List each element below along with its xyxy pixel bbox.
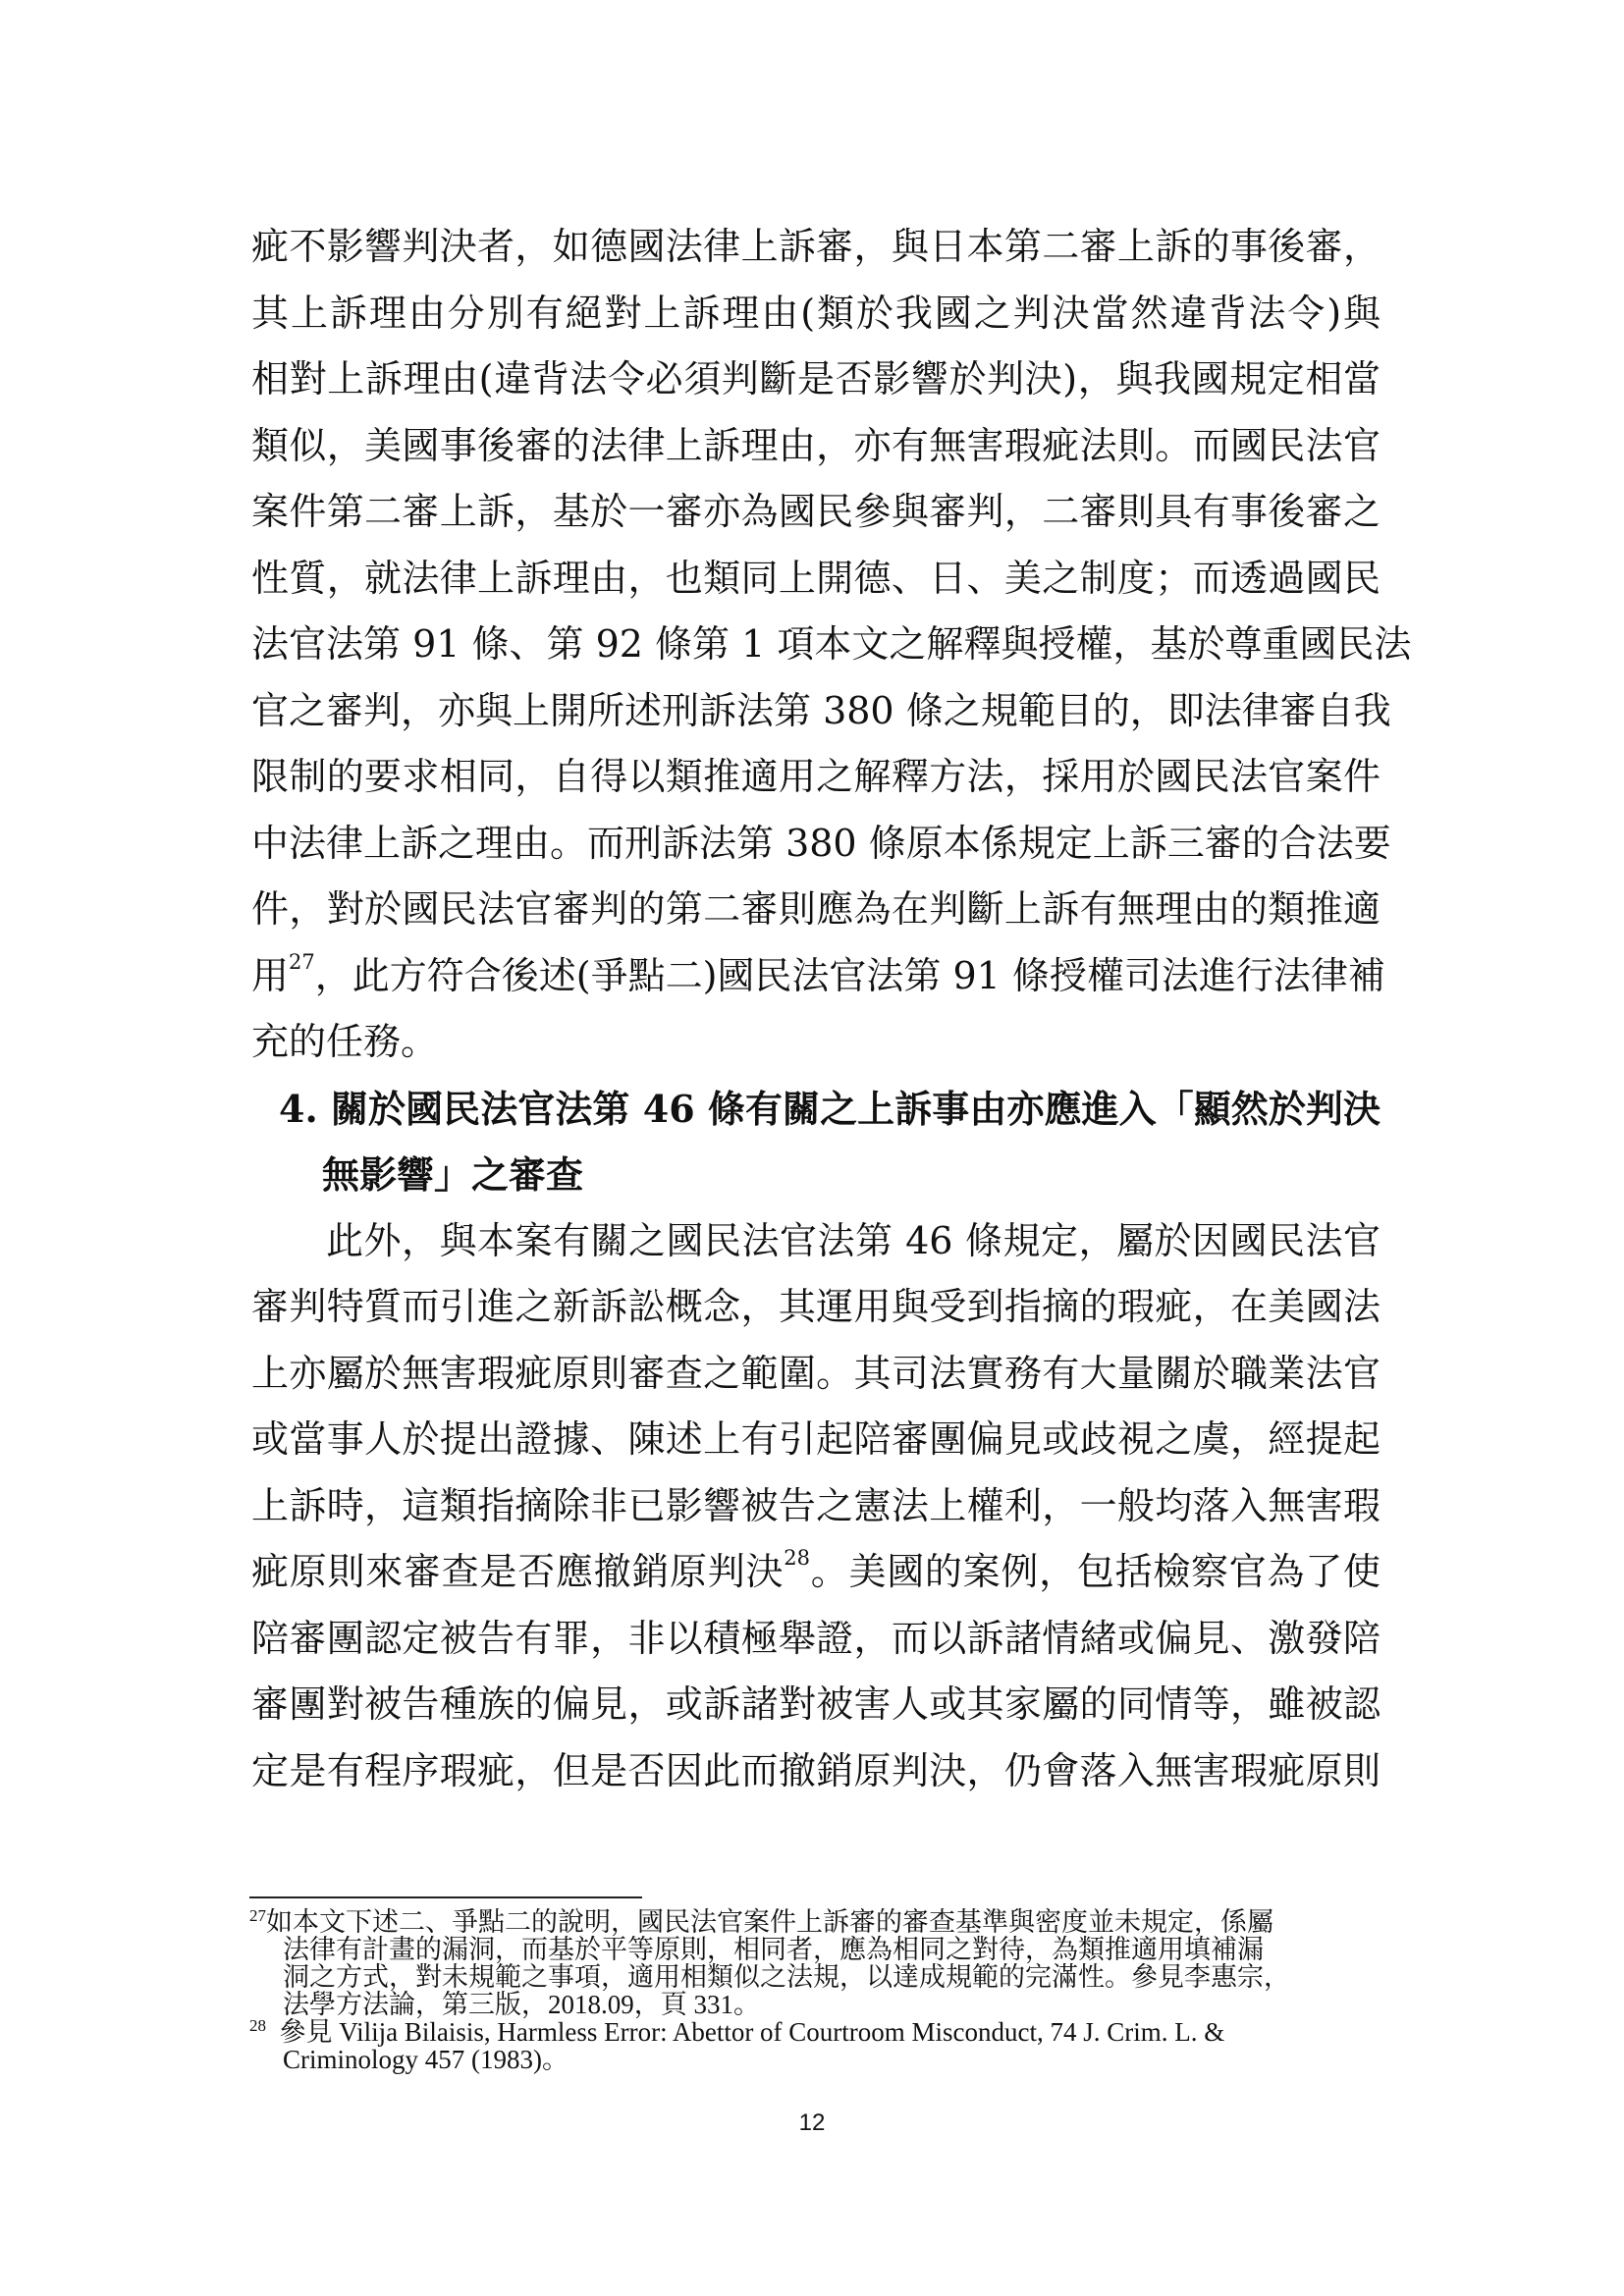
text-line: 法官法第 91 條、第 92 條第 1 項本文之解釋與授權，基於尊重國民法 xyxy=(251,622,1412,666)
footnote-line: 法學方法論，第三版，2018.09，頁 331。 xyxy=(283,1990,760,2019)
text-line: 或當事人於提出證據、陳述上有引起陪審團偏見或歧視之虞，經提起 xyxy=(251,1417,1380,1461)
text-line: 定是有程序瑕疵，但是否因此而撤銷原判決，仍會落入無害瑕疵原則 xyxy=(251,1748,1380,1792)
paragraph-1 xyxy=(251,214,1412,1076)
footnote-28 xyxy=(249,2018,1379,2073)
footnote-line xyxy=(249,1908,1379,1936)
text-segment: 用 xyxy=(251,953,290,997)
text-line: 上亦屬於無害瑕疵原則審查之範圍。其司法實務有大量關於職業法官 xyxy=(251,1351,1380,1395)
text-line: 充的任務。 xyxy=(251,1020,439,1063)
paragraph-2 xyxy=(251,1208,1380,1805)
footnote-text: 參見 Vilija Bilaisis, Harmless Error: Abettor of Courtroom Misconduct, 74 J. Crim. L. & xyxy=(279,2017,1225,2047)
footnote-line: 洞之方式，對未規範之事項，適用相類似之法規，以達成規範的完滿性。參見李惠宗， xyxy=(283,1962,1290,1992)
section-heading xyxy=(251,1076,1380,1208)
text-line: 上訴時，這類指摘除非已影響被告之憲法上權利，一般均落入無害瑕 xyxy=(251,1483,1380,1527)
text-line xyxy=(251,943,1385,1010)
body-text xyxy=(251,214,1412,1804)
footnote-separator xyxy=(249,1896,642,1898)
heading-line: 無影響」之審查 xyxy=(322,1152,584,1197)
text-line: 陪審團認定被告有罪，非以積極舉證，而以訴諸情緒或偏見、激發陪 xyxy=(251,1616,1380,1660)
text-segment: 疵原則來審查是否應撤銷原判決 xyxy=(251,1550,785,1593)
text-line: 件，對於國民法官審判的第二審則應為在判斷上訴有無理由的類推適 xyxy=(251,887,1380,931)
text-line: 案件第二審上訴，基於一審亦為國民參與審判，二審則具有事後審之 xyxy=(251,490,1380,533)
text-line: 其上訴理由分別有絕對上訴理由(類於我國之判決當然違背法令)與 xyxy=(251,291,1380,335)
footnote-line: Criminology 457 (1983)。 xyxy=(283,2045,568,2074)
text-line: 審團對被告種族的偏見，或訴諸對被害人或其家屬的同情等，雖被認 xyxy=(251,1682,1380,1726)
footnote-line: 法律有計畫的漏洞，而基於平等原則，相同者，應為相同之對待，為類推適用填補漏 xyxy=(283,1935,1264,1964)
text-line xyxy=(251,1539,1380,1606)
text-line: 類似，美國事後審的法律上訴理由，亦有無害瑕疵法則。而國民法官 xyxy=(251,423,1380,467)
text-line: 限制的要求相同，自得以類推適用之解釋方法，採用於國民法官案件 xyxy=(251,755,1380,798)
text-line: 審判特質而引進之新訴訟概念，其運用與受到指摘的瑕疵，在美國法 xyxy=(251,1285,1380,1328)
footnote-ref-27[interactable]: 27 xyxy=(289,949,315,974)
text-line: 性質，就法律上訴理由，也類同上開德、日、美之制度；而透過國民 xyxy=(251,556,1380,600)
heading-line: 4. 關於國民法官法第 46 條有關之上訴事由亦應進入「顯然於判決 xyxy=(279,1086,1380,1131)
footnote-number: 28 xyxy=(249,2016,266,2035)
text-segment: ，此方符合後述(爭點二)國民法官法第 91 條授權司法進行法律補 xyxy=(314,953,1385,997)
text-segment: 。美國的案例，包括檢察官為了使 xyxy=(810,1550,1380,1593)
footnote-line xyxy=(249,2018,1379,2046)
text-line: 疵不影響判決者，如德國法律上訴審，與日本第二審上訴的事後審， xyxy=(251,225,1380,268)
footnote-27 xyxy=(249,1908,1379,2018)
footnote-text: 如本文下述二、爭點二的說明，國民法官案件上訴審的審查基準與密度並未規定，係屬 xyxy=(266,1907,1273,1937)
text-line: 中法律上訴之理由。而刑訴法第 380 條原本係規定上訴三審的合法要 xyxy=(251,821,1391,865)
text-line: 此外，與本案有關之國民法官法第 46 條規定，屬於因國民法官 xyxy=(326,1218,1380,1262)
footnote-ref-28[interactable]: 28 xyxy=(784,1546,810,1570)
text-line: 官之審判，亦與上開所述刑訴法第 380 條之規範目的，即法律審自我 xyxy=(251,688,1391,732)
footnotes xyxy=(249,1908,1379,2073)
text-line: 相對上訴理由(違背法令必須判斷是否影響於判決)，與我國規定相當 xyxy=(251,357,1380,400)
page-number: 12 xyxy=(798,2109,826,2136)
footnote-number: 27 xyxy=(249,1906,266,1925)
